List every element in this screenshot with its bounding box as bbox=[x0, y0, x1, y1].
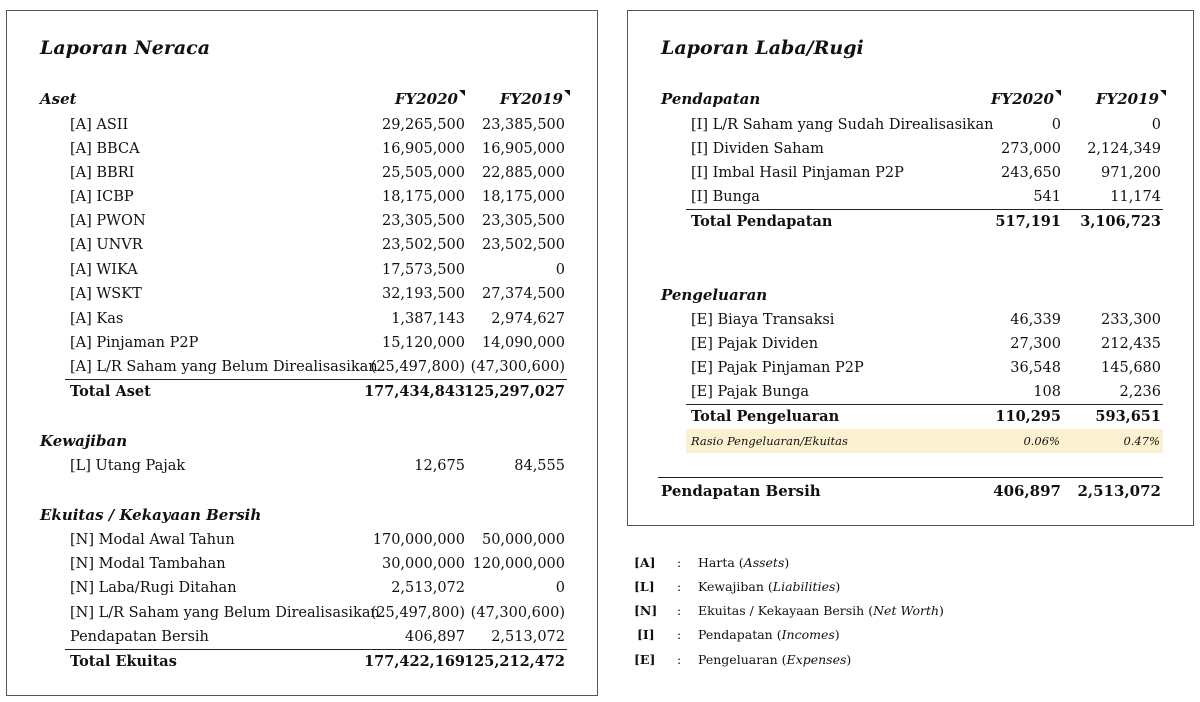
table-row: [A] ICBP 18,175,000 18,175,000 bbox=[70, 189, 565, 205]
sort-marker-icon bbox=[459, 90, 465, 96]
table-row: [I] Imbal Hasil Pinjaman P2P 243,650 971,200 bbox=[691, 165, 1161, 181]
total-expenses-row: Total Pengeluaran 110,295 593,651 bbox=[691, 408, 1161, 425]
col-fy2020-header: FY2020 bbox=[991, 87, 1061, 111]
table-row: [E] Pajak Dividen 27,300 212,435 bbox=[691, 336, 1161, 352]
legend-item: [L] : Kewajiban (Liabilities) bbox=[634, 579, 841, 594]
balance-sheet-panel bbox=[6, 10, 598, 696]
table-row: [A] L/R Saham yang Belum Direalisasikan (25,497,800) (47,300,600) bbox=[70, 359, 565, 375]
table-row: [I] Bunga 541 11,174 bbox=[691, 189, 1161, 205]
legend-item: [E] : Pengeluaran (Expenses) bbox=[634, 652, 852, 667]
table-row: [A] WIKA 17,573,500 0 bbox=[70, 262, 565, 278]
total-assets-row: Total Aset 177,434,843 125,297,027 bbox=[70, 383, 565, 400]
total-equity-row: Total Ekuitas 177,422,169 125,212,472 bbox=[70, 653, 565, 670]
income-header-row bbox=[661, 87, 1166, 111]
table-row: [I] L/R Saham yang Sudah Direalisasikan 0 0 bbox=[691, 117, 1161, 133]
table-row: [E] Pajak Bunga 108 2,236 bbox=[691, 384, 1161, 400]
table-row: Pendapatan Bersih 406,897 2,513,072 bbox=[70, 629, 565, 645]
table-row: [A] Pinjaman P2P 15,120,000 14,090,000 bbox=[70, 335, 565, 351]
table-row: [A] BBCA 16,905,000 16,905,000 bbox=[70, 141, 565, 157]
assets-header: Aset bbox=[40, 90, 77, 108]
income-statement-title: Laporan Laba/Rugi bbox=[661, 37, 864, 59]
sort-marker-icon bbox=[564, 90, 570, 96]
equity-header: Ekuitas / Kekayaan Bersih bbox=[40, 506, 262, 524]
expense-ratio-row: Rasio Pengeluaran/Ekuitas 0.06% 0.47% bbox=[686, 429, 1163, 453]
net-income-row: Pendapatan Bersih 406,897 2,513,072 bbox=[661, 482, 1161, 500]
table-row: [I] Dividen Saham 273,000 2,124,349 bbox=[691, 141, 1161, 157]
col-fy2019-header: FY2019 bbox=[500, 87, 570, 111]
divider bbox=[658, 477, 1163, 478]
table-row: [A] ASII 29,265,500 23,385,500 bbox=[70, 117, 565, 133]
table-row: [E] Pajak Pinjaman P2P 36,548 145,680 bbox=[691, 360, 1161, 376]
balance-sheet-title: Laporan Neraca bbox=[40, 37, 211, 59]
liabilities-header: Kewajiban bbox=[40, 432, 128, 450]
sort-marker-icon bbox=[1055, 90, 1061, 96]
table-row: [N] Modal Awal Tahun 170,000,000 50,000,000 bbox=[70, 532, 565, 548]
table-row: [N] Modal Tambahan 30,000,000 120,000,000 bbox=[70, 556, 565, 572]
expenses-header: Pengeluaran bbox=[661, 286, 768, 304]
table-row: [A] PWON 23,305,500 23,305,500 bbox=[70, 213, 565, 229]
table-row: [N] L/R Saham yang Belum Direalisasikan (25,497,800) (47,300,600) bbox=[70, 605, 565, 621]
legend-item: [N] : Ekuitas / Kekayaan Bersih (Net Worth) bbox=[634, 603, 944, 618]
table-row: [A] BBRI 25,505,000 22,885,000 bbox=[70, 165, 565, 181]
table-row: [A] WSKT 32,193,500 27,374,500 bbox=[70, 286, 565, 302]
income-header: Pendapatan bbox=[661, 90, 761, 108]
table-row: [E] Biaya Transaksi 46,339 233,300 bbox=[691, 312, 1161, 328]
assets-header-row bbox=[40, 87, 570, 111]
table-row: [N] Laba/Rugi Ditahan 2,513,072 0 bbox=[70, 580, 565, 596]
col-fy2020-header: FY2020 bbox=[395, 87, 465, 111]
table-row: [L] Utang Pajak 12,675 84,555 bbox=[70, 458, 565, 474]
total-income-row: Total Pendapatan 517,191 3,106,723 bbox=[691, 213, 1161, 230]
col-fy2019-header: FY2019 bbox=[1096, 87, 1166, 111]
legend-item: [A] : Harta (Assets) bbox=[634, 555, 790, 570]
income-statement-panel bbox=[627, 10, 1194, 526]
sort-marker-icon bbox=[1160, 90, 1166, 96]
table-row: [A] Kas 1,387,143 2,974,627 bbox=[70, 311, 565, 327]
legend-item: [I] : Pendapatan (Incomes) bbox=[637, 627, 840, 642]
table-row: [A] UNVR 23,502,500 23,502,500 bbox=[70, 237, 565, 253]
